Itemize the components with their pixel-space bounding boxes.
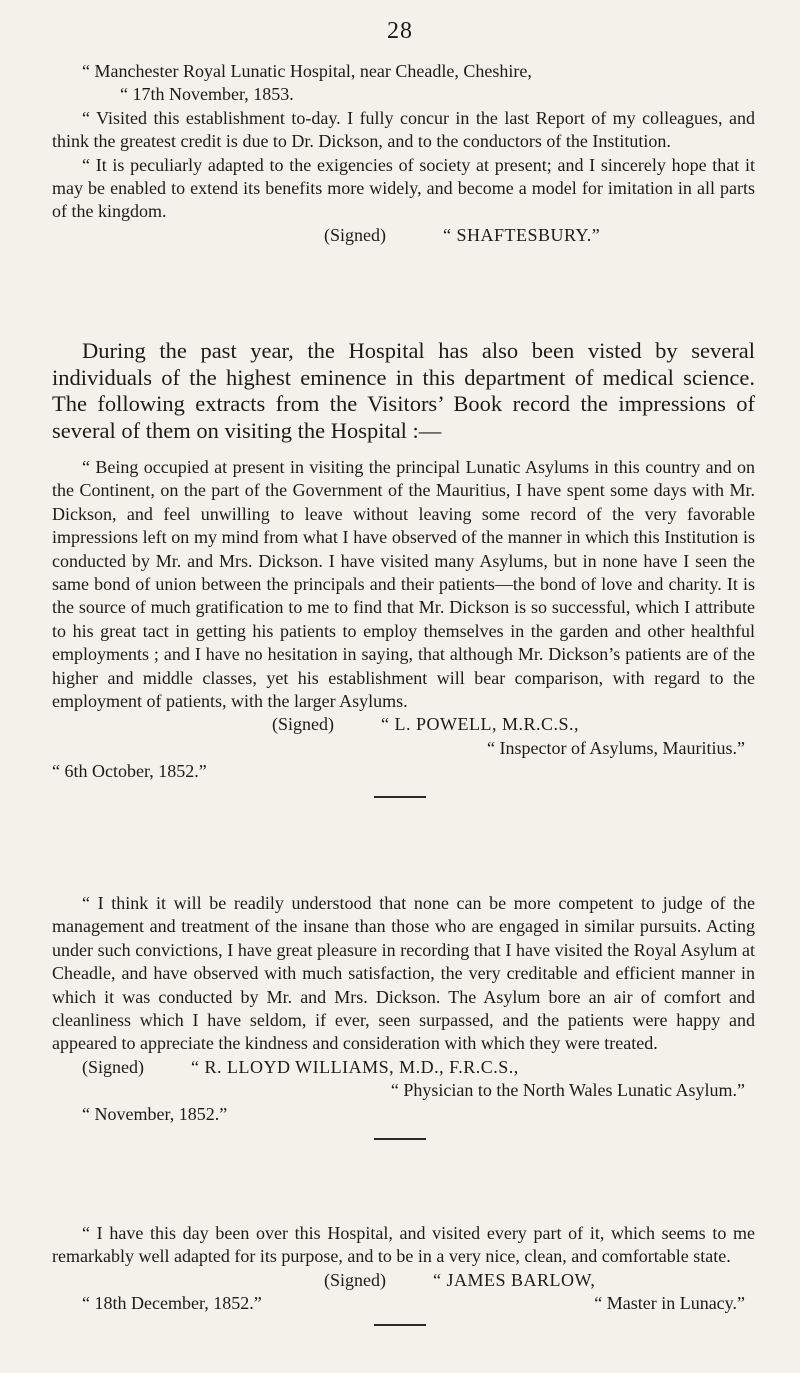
signatory-name: “ L. POWELL, M.R.C.S.,	[381, 714, 579, 735]
signature-line	[52, 1056, 755, 1079]
signed-label: (Signed)	[82, 1056, 144, 1077]
intro-paragraph-block	[52, 338, 755, 444]
date-title-line	[52, 1292, 755, 1315]
signed-label: (Signed)	[324, 1269, 386, 1290]
signature-line	[52, 1269, 755, 1292]
powell-entry	[52, 456, 755, 808]
signed-label: (Signed)	[324, 224, 386, 245]
section-divider	[374, 1138, 426, 1140]
signatory-name: “ SHAFTESBURY.”	[443, 224, 601, 245]
section-divider	[374, 1324, 426, 1326]
signed-label: (Signed)	[272, 714, 334, 735]
entry-date: “ 18th December, 1852.”	[82, 1293, 262, 1314]
williams-entry	[52, 892, 755, 1150]
entry-paragraph: “ Visited this establishment to-day. I fully concur in the last Report of my colleagues, and think the greatest credit is due to Dr. Dickson, and to the conductors of the Institution.	[52, 107, 755, 152]
signature-line	[52, 224, 755, 247]
entry-date: “ 17th November, 1853.	[120, 84, 294, 105]
section-divider	[374, 796, 426, 798]
signatory-name: “ JAMES BARLOW,	[433, 1269, 596, 1290]
shaftesbury-entry	[52, 60, 755, 247]
entry-paragraph: “ I think it will be readily understood that none can be more competent to judge of the management and treatment of the insane than those who are engaged in similar pursuits. Acting under such convictions, I have great pleasure in recording that I have visited the Royal Asylum at Cheadle, and have observed with much satisfaction, the very creditable and efficient manner in which it was conducted by Mr. and Mrs. Dickson. The Asylum bore an air of comfort and cleanliness which I have seldom, if ever, seen surpassed, and the patients were happy and appeared to appreciate the kindness and consideration with which they were treated.	[52, 893, 755, 1054]
entry-heading: “ Manchester Royal Lunatic Hospital, near Cheadle, Cheshire,	[82, 61, 532, 81]
signatory-title: “ Inspector of Asylums, Mauritius.”	[487, 737, 745, 758]
signature-line	[52, 713, 755, 736]
entry-date: “ 6th October, 1852.”	[52, 761, 207, 782]
page-number: 28	[387, 18, 413, 44]
entry-paragraph: “ I have this day been over this Hospital, and visited every part of it, which seems to me remarkably well adapted for its purpose, and to be in a very nice, clean, and comfortable state.	[52, 1223, 755, 1267]
barlow-entry	[52, 1222, 755, 1336]
intro-paragraph: During the past year, the Hospital has also been visted by several individuals of the highest eminence in this department of medical science. The following extracts from the Visitors’ Book record the impressions of several of them on visiting the Hospital :—	[52, 338, 755, 443]
entry-paragraph: “ Being occupied at present in visiting the principal Lunatic Asylums in this country and on the Continent, on the part of the Government of the Mauritius, I have spent some days with Mr. Dickson, and feel unwilling to leave without leaving some record of the very favorable impressions left on my mind from what I have observed of the manner in which this Institution is conducted by Mr. and Mrs. Dickson. I have visited many Asylums, but in none have I seen the same bond of union between the principals and their patients—the bond of love and charity. It is the source of much gratification to me to find that Mr. Dickson is so successful, which I attribute to his great tact in getting his patients to employ themselves in the garden and other healthful employments ; and I have no hesitation in saying, that although Mr. Dickson’s patients are of the higher and middle classes, yet his establishment will bear comparison, with regard to the employment of patients, with the larger Asylums.	[52, 457, 755, 712]
signatory-title: “ Physician to the North Wales Lunatic Asylum.”	[390, 1080, 745, 1101]
entry-date: “ November, 1852.”	[82, 1103, 228, 1124]
entry-paragraph: “ It is peculiarly adapted to the exigencies of society at present; and I sincerely hope that it may be enabled to extend its benefits more widely, and become a model for imitation in all parts of the kingdom.	[52, 154, 755, 222]
signatory-title: “ Master in Lunacy.”	[594, 1293, 745, 1314]
signatory-name: “ R. LLOYD WILLIAMS, M.D., F.R.C.S.,	[191, 1056, 519, 1077]
